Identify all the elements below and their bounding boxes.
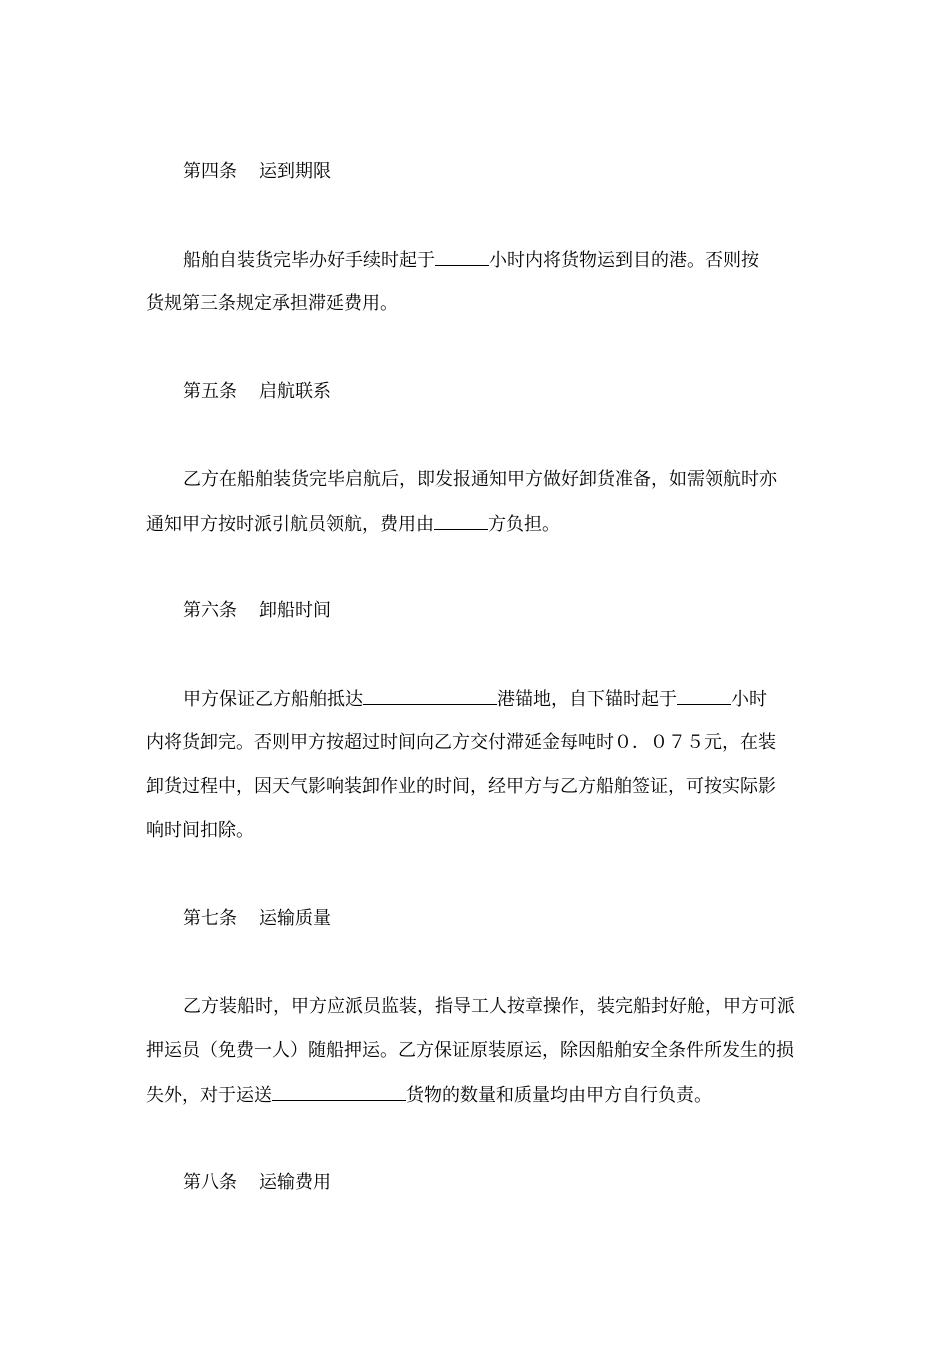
article-4-paragraph-line (183, 248, 759, 273)
article-6-number: 第六条 (183, 600, 237, 621)
article-7-paragraph-line: 押运员（免费一人）随船押运。乙方保证原装原运，除因船舶安全条件所发生的损 (146, 1040, 794, 1061)
article-5-number: 第五条 (183, 381, 237, 402)
article-5-paragraph-line (146, 512, 560, 537)
article-5-heading (183, 380, 331, 404)
text-fragment: 港锚地，自下锚时起于 (497, 689, 677, 710)
article-7-heading (183, 907, 331, 931)
article-7-paragraph-line: 乙方装船时，甲方应派员监装，指导工人按章操作，装完船封好舱，甲方可派 (183, 996, 795, 1017)
article-4-title: 运到期限 (259, 161, 331, 182)
fill-blank-hours[interactable] (677, 687, 731, 705)
article-6-paragraph-line: 内将货卸完。否则甲方按超过时间向乙方交付滞延金每吨时０．０７５元，在装 (146, 732, 776, 753)
text-fragment: 方负担。 (488, 514, 560, 535)
fill-blank-goods[interactable] (272, 1083, 406, 1101)
text-fragment: 船舶自装货完毕办好手续时起于 (183, 250, 435, 271)
article-4-number: 第四条 (183, 161, 237, 182)
article-8-title: 运输费用 (259, 1172, 331, 1193)
article-6-paragraph-line: 卸货过程中，因天气影响装卸作业的时间，经甲方与乙方船舶签证，可按实际影 (146, 776, 776, 797)
article-8-number: 第八条 (183, 1172, 237, 1193)
article-5-paragraph-line: 乙方在船舶装货完毕启航后，即发报通知甲方做好卸货准备，如需领航时亦 (183, 469, 777, 490)
article-5-title: 启航联系 (259, 381, 331, 402)
article-6-paragraph-line: 响时间扣除。 (146, 820, 254, 841)
text-fragment: 甲方保证乙方船舶抵达 (183, 689, 363, 710)
fill-blank-port[interactable] (363, 687, 497, 705)
article-6-heading (183, 599, 331, 623)
article-6-title: 卸船时间 (259, 600, 331, 621)
text-fragment: 失外，对于运送 (146, 1085, 272, 1106)
text-fragment: 小时内将货物运到目的港。否则按 (489, 250, 759, 271)
article-4-heading (183, 160, 331, 184)
article-4-paragraph-line: 货规第三条规定承担滞延费用。 (146, 293, 398, 314)
article-7-title: 运输质量 (259, 908, 331, 929)
text-fragment: 通知甲方按时派引航员领航，费用由 (146, 514, 434, 535)
article-7-paragraph-line (146, 1083, 712, 1108)
fill-blank-hours[interactable] (435, 248, 489, 266)
article-6-paragraph-line (183, 687, 767, 712)
article-7-number: 第七条 (183, 908, 237, 929)
text-fragment: 货物的数量和质量均由甲方自行负责。 (406, 1085, 712, 1106)
text-fragment: 小时 (731, 689, 767, 710)
article-8-heading (183, 1171, 331, 1195)
fill-blank-party[interactable] (434, 512, 488, 530)
